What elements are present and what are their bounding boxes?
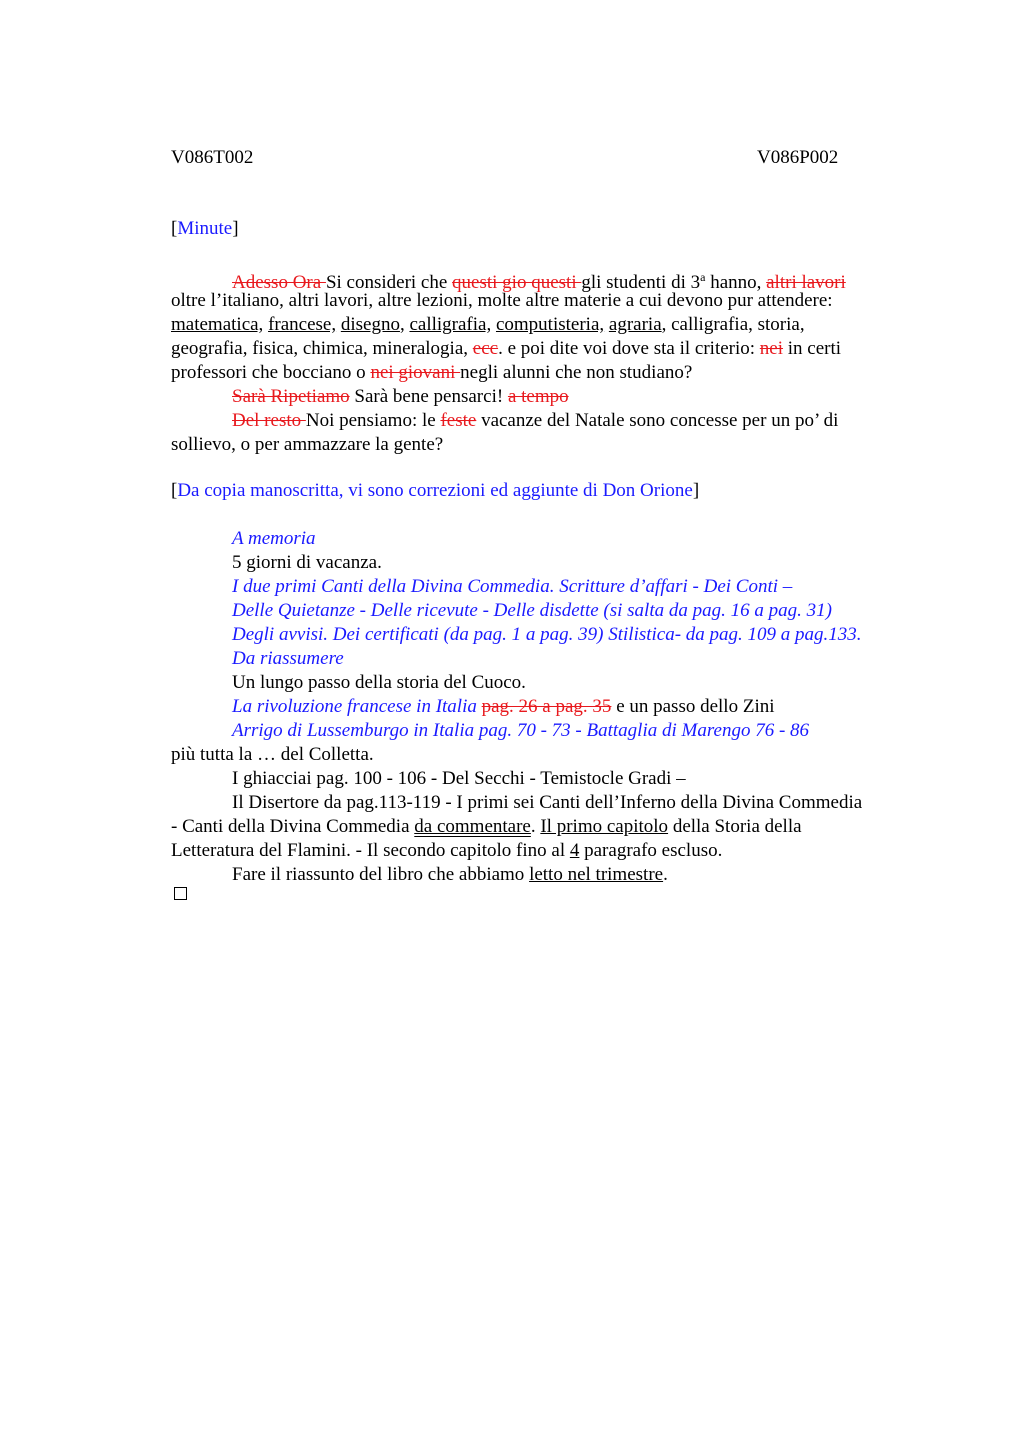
text-run: e un passo dello Zini <box>611 696 775 717</box>
deleted-text: ecc <box>472 338 499 359</box>
added-text: La rivoluzione francese in Italia <box>232 696 477 717</box>
section-label-text: Minute <box>177 218 233 239</box>
text-line <box>171 863 931 887</box>
copia-paragraph <box>171 527 931 887</box>
added-text-line: Degli avvisi. Dei certificati (da pag. 1 a pag. 39) Stilistica- da pag. 109 a pag.133. <box>232 624 862 645</box>
deleted-text: Adesso Ora <box>232 272 326 293</box>
section-label-minute: [Minute] <box>171 218 239 239</box>
text-line <box>171 337 931 361</box>
text-line <box>171 265 931 293</box>
underlined-text: matematica, <box>171 314 264 335</box>
text-run: gli studenti di 3 <box>581 272 701 293</box>
superscript: a <box>700 270 706 284</box>
minute-paragraph <box>171 265 931 457</box>
text-line: matematica, francese, disegno, calligrafia, computisteria, agraria, calligrafia, storia, <box>171 314 805 335</box>
text-line: oltre l’italiano, altri lavori, altre lezioni, molte altre materie a cui devono pur attendere: <box>171 290 833 311</box>
underlined-text: calligrafia, <box>409 314 492 335</box>
text-run: vacanze del Natale sono concesse per un po’ di <box>476 410 839 431</box>
text-line: 5 giorni di vacanza. <box>232 552 382 573</box>
added-text-line: Arrigo di Lussemburgo in Italia pag. 70 - 73 - Battaglia di Marengo 76 - 86 <box>232 720 810 741</box>
underlined-text: agraria <box>608 314 662 335</box>
underlined-text: Il primo capitolo <box>540 816 669 837</box>
underlined-text: francese, <box>268 314 337 335</box>
deleted-text: Del resto <box>232 410 306 431</box>
section-label-text: Da copia manoscritta, vi sono correzioni ed aggiunte di Don Orione <box>177 480 693 501</box>
end-of-document-box-icon <box>174 887 187 900</box>
added-text-line: I due primi Canti della Divina Commedia. Scritture d’affari - Dei Conti – <box>232 576 793 597</box>
text-line: I ghiacciai pag. 100 - 106 - Del Secchi - Temistocle Gradi – <box>232 768 686 789</box>
added-text-line: A memoria <box>232 528 316 549</box>
text-line <box>171 385 931 409</box>
text-run: Sarà bene pensarci! <box>349 386 508 407</box>
deleted-text: altri lavori <box>766 272 846 293</box>
text-line <box>171 409 931 433</box>
text-run: hanno, <box>705 272 767 293</box>
deleted-text: questi gio questi <box>452 272 582 293</box>
text-run: , calligrafia, storia, <box>661 314 805 335</box>
text-run: professori che bocciano o <box>171 362 371 383</box>
text-run: geografia, fisica, chimica, mineralogia, <box>171 338 473 359</box>
text-run: Noi pensiamo: le <box>305 410 441 431</box>
text-line: più tutta la … del Colletta. <box>171 744 374 765</box>
text-run: in certi <box>783 338 842 359</box>
underlined-text: computisteria, <box>495 314 605 335</box>
text-line: Il Disertore da pag.113-119 - I primi sei Canti dell’Inferno della Divina Commedia <box>232 792 863 813</box>
underlined-text: disegno <box>340 314 400 335</box>
added-text-line: Delle Quietanze - Delle ricevute - Delle disdette (si salta da pag. 16 a pag. 31) <box>232 600 832 621</box>
text-line: sollievo, o per ammazzare la gente? <box>171 434 444 455</box>
text-line <box>171 815 931 839</box>
page-code-right: V086P002 <box>757 147 839 168</box>
text-run: . e poi dite voi dove sta il criterio: <box>498 338 760 359</box>
underlined-text: 4 <box>569 840 580 861</box>
text-run: negli alunni che non studiano? <box>460 362 693 383</box>
deleted-text: pag. 26 a pag. 35 <box>481 696 612 717</box>
deleted-text: a tempo <box>507 386 569 407</box>
text-run: Si consideri che <box>325 272 453 293</box>
text-run: . <box>530 816 541 837</box>
document-code-left: V086T002 <box>171 147 254 168</box>
section-label-copia: [Da copia manoscritta, vi sono correzioni ed aggiunte di Don Orione] <box>171 480 700 501</box>
deleted-text: nei giovani <box>370 362 461 383</box>
deleted-text: Sarà Ripetiamo <box>232 386 350 407</box>
added-text-line: Da riassumere <box>232 648 344 669</box>
deleted-text: feste <box>440 410 477 431</box>
text-run: della Storia della <box>668 816 802 837</box>
text-line <box>171 839 931 863</box>
deleted-text: nei <box>759 338 784 359</box>
double-underlined-text: da commentare <box>414 816 531 837</box>
text-line <box>171 361 931 385</box>
text-run: - Canti della Divina Commedia <box>171 816 415 837</box>
text-run: paragrafo escluso. <box>579 840 723 861</box>
text-line <box>171 695 931 719</box>
text-run: Fare il riassunto del libro che abbiamo <box>232 864 530 885</box>
text-run: Letteratura del Flamini. - Il secondo capitolo fino al <box>171 840 570 861</box>
underlined-text: letto nel trimestre <box>529 864 664 885</box>
text-run: . <box>663 864 668 885</box>
text-line: Un lungo passo della storia del Cuoco. <box>232 672 526 693</box>
